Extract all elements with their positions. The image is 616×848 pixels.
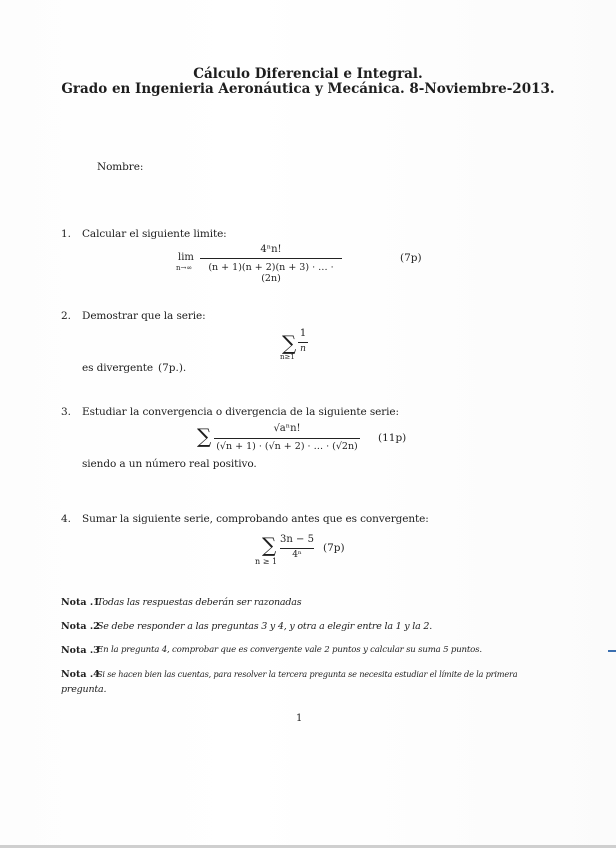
problem-3-numerator: √aⁿn!	[273, 423, 301, 434]
problem-2-fraction-bar	[298, 342, 308, 343]
problem-1-text: Calcular el siguiente limite:	[82, 228, 227, 240]
problem-1-denominator: (n + 1)(n + 2)(n + 3) · … · (2n)	[208, 262, 334, 284]
problem-1-points: (7p)	[400, 252, 422, 264]
problem-2-sum-sub: n≥1	[280, 353, 295, 361]
problem-2-sum-icon: ∑	[282, 331, 297, 355]
problem-1-fraction-bar	[200, 258, 342, 259]
note-1-text: Todas las respuestas deberán ser razonadas	[97, 597, 302, 608]
problem-4-denominator: 4ⁿ	[292, 550, 302, 560]
problem-4-number: 4.	[61, 513, 72, 525]
note-3-text: En la pregunta 4, comprobar que es convergente vale 2 puntos y calcular su suma 5 puntos.	[97, 645, 482, 655]
note-1-label: Nota .1	[61, 597, 100, 608]
problem-1-lim: lim	[178, 252, 194, 263]
problem-2-numerator: 1	[299, 328, 307, 339]
problem-4-fraction-bar	[280, 548, 314, 549]
name-label: Nombre:	[97, 161, 144, 173]
problem-4-sum-icon: ∑	[262, 533, 277, 557]
problem-3-points: (11p)	[378, 432, 407, 444]
page-number: 1	[296, 713, 303, 724]
problem-1-lim-sub: n→∞	[176, 264, 193, 272]
title-line-2: Grado en Ingenieria Aeronáutica y Mecánica. 8-Noviembre-2013.	[61, 81, 555, 97]
problem-2-denominator: n	[300, 344, 306, 354]
problem-3-after-text: siendo a un número real positivo.	[82, 458, 257, 470]
note-4-text: Si se hacen bien las cuentas, para resolver la tercera pregunta se necesita estudiar el límite de la primera	[97, 669, 518, 679]
problem-3-denominator: (√n + 1) · (√n + 2) · … · (√2n)	[216, 441, 358, 452]
problem-3-sum-icon: ∑	[197, 424, 212, 448]
problem-4-points: (7p)	[323, 542, 345, 554]
problem-2-after-text: es divergente	[82, 362, 154, 374]
problem-3-text: Estudiar la convergencia o divergencia de la siguiente serie:	[82, 406, 399, 418]
problem-3-number: 3.	[61, 406, 72, 418]
problem-1-number: 1.	[61, 228, 72, 240]
problem-2-number: 2.	[61, 310, 72, 322]
note-4-label: Nota .4	[61, 669, 100, 680]
problem-4-sum-sub: n ≥ 1	[255, 557, 278, 566]
problem-2-text: Demostrar que la serie:	[82, 310, 206, 322]
scan-edge-mark	[608, 650, 616, 652]
problem-1-numerator: 4ⁿn!	[260, 244, 282, 255]
problem-4-numerator: 3n − 5	[280, 534, 314, 545]
problem-3-fraction-bar	[214, 438, 360, 439]
problem-2-points: (7p.).	[158, 362, 187, 374]
note-4-text-cont: pregunta.	[61, 684, 107, 695]
problem-4-text: Sumar la siguiente serie, comprobando antes que es convergente:	[82, 513, 429, 525]
note-2-text: Se debe responder a las preguntas 3 y 4, y otra a elegir entre la 1 y la 2.	[97, 621, 433, 632]
title-line-1: Cálculo Diferencial e Integral.	[193, 66, 423, 82]
note-2-label: Nota .2	[61, 621, 100, 632]
note-3-label: Nota .3	[61, 645, 100, 656]
